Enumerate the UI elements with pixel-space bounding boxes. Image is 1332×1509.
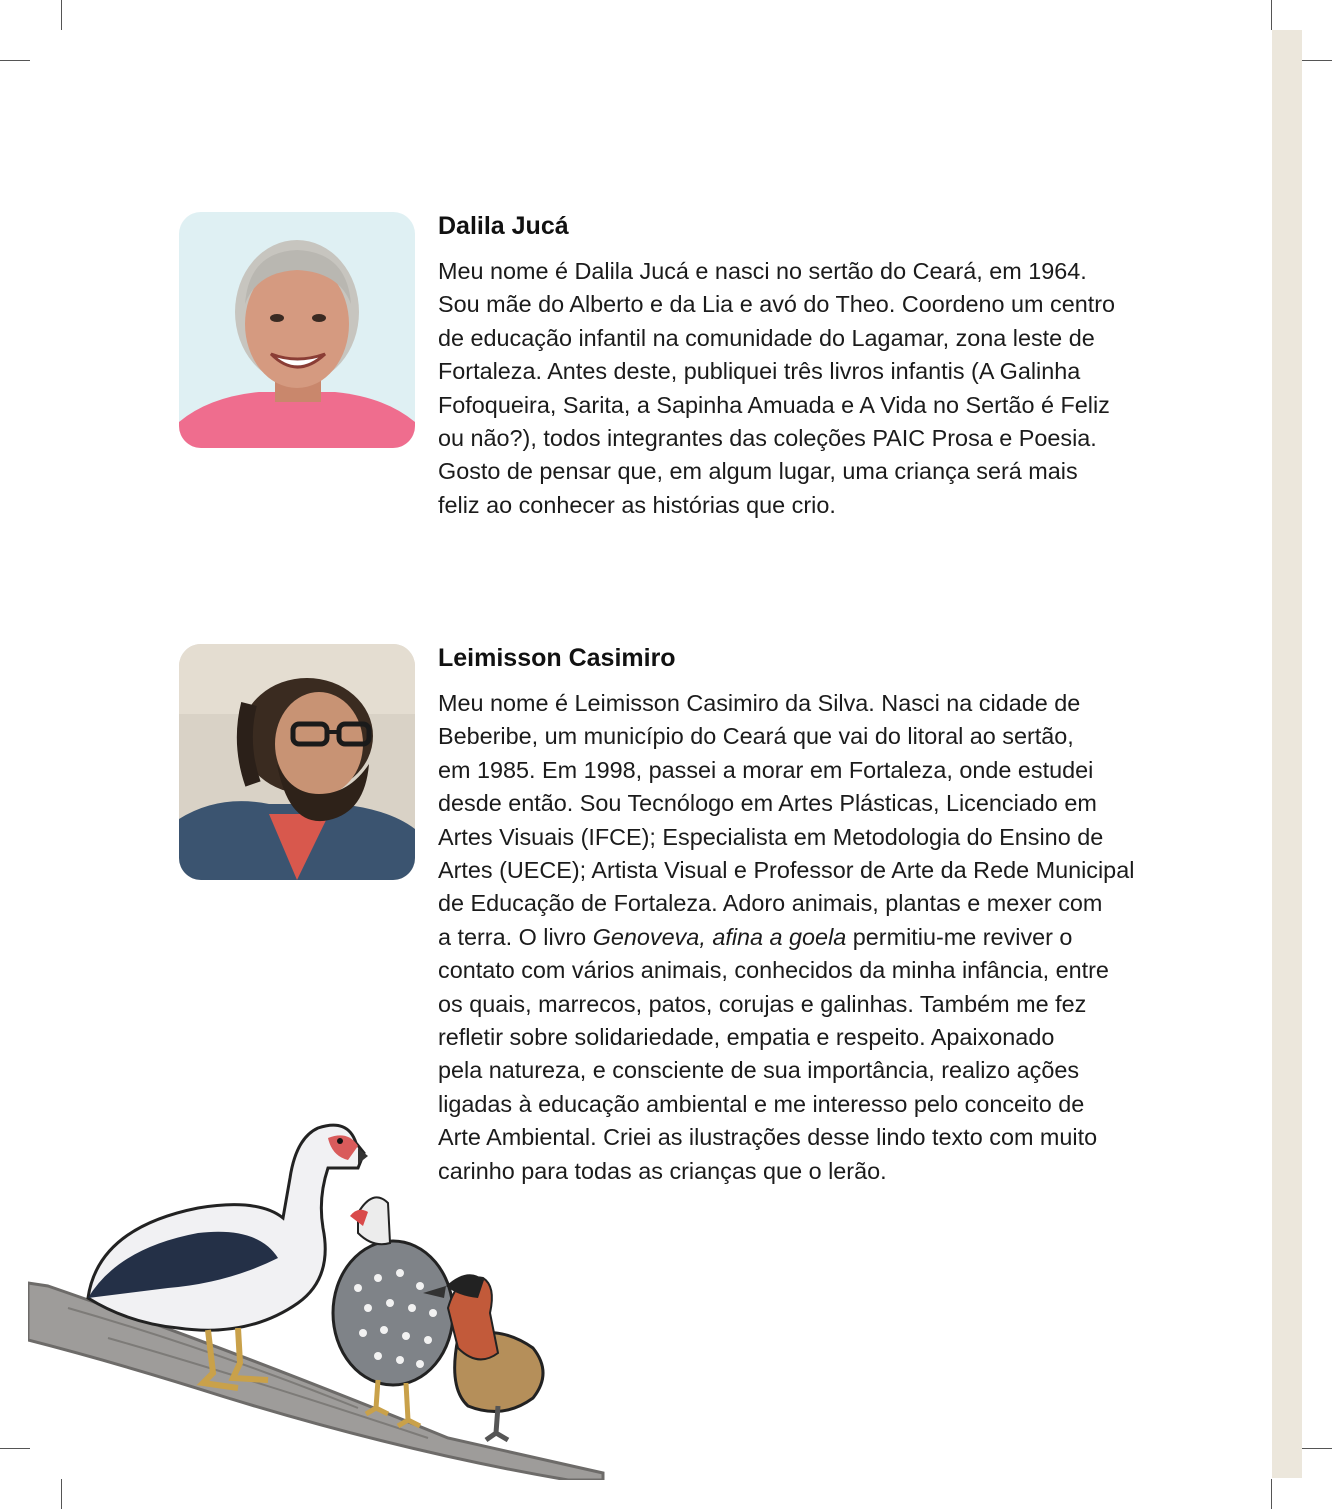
bio-line: pela natureza, e consciente de sua importância, realizo ações (438, 1057, 1080, 1084)
crop-mark (1271, 0, 1272, 30)
bio-line: Fortaleza. Antes deste, publiquei três livros infantis (A Galinha (438, 358, 1081, 385)
bio-line: Fofoqueira, Sarita, a Sapinha Amuada e A Vida no Sertão é Feliz (438, 391, 1110, 418)
bio-text: permitiu-me reviver o (846, 923, 1073, 950)
bio-line: Arte Ambiental. Criei as ilustrações desse lindo texto com muito (438, 1124, 1098, 1151)
book-title: Genoveva, afina a goela (592, 923, 847, 950)
author-bio-dalila (438, 211, 1198, 522)
crop-mark (61, 1479, 62, 1509)
bio-line: desde então. Sou Tecnólogo em Artes Plásticas, Licenciado em (438, 790, 1097, 817)
crop-mark (1302, 60, 1332, 61)
bio-line: Artes (UECE); Artista Visual e Professor de Arte da Rede Municipal (438, 857, 1135, 884)
bio-line: carinho para todas as crianças que o lerão. (438, 1157, 887, 1184)
bio-line: em 1985. Em 1998, passei a morar em Fortaleza, onde estudei (438, 756, 1094, 783)
author-name: Dalila Jucá (438, 212, 569, 240)
birds-on-branch-illustration-icon (28, 1108, 608, 1480)
bio-line: os quais, marrecos, patos, corujas e galinhas. Também me fez (438, 990, 1087, 1017)
bio-line: ou não?), todos integrantes das coleções PAIC Prosa e Poesia. (438, 425, 1097, 452)
birds-illustration (28, 1108, 608, 1480)
portrait-photo-icon (179, 212, 415, 448)
page-spine (1272, 30, 1302, 1478)
bio-line: ligadas à educação ambiental e me interesso pelo conceito de (438, 1090, 1085, 1117)
bio-line-book (438, 921, 1198, 954)
bio-line: Meu nome é Leimisson Casimiro da Silva. Nasci na cidade de (438, 690, 1081, 716)
crop-mark (61, 0, 62, 30)
author-name: Leimisson Casimiro (438, 644, 676, 672)
crop-mark (1271, 1479, 1272, 1509)
bio-line: refletir sobre solidariedade, empatia e respeito. Apaixonado (438, 1024, 1055, 1051)
crop-mark (1302, 1448, 1332, 1449)
crop-mark (0, 60, 30, 61)
crop-mark (0, 1448, 30, 1449)
bio-line: contato com vários animais, conhecidos da minha infância, entre (438, 957, 1109, 984)
portrait-photo-icon (179, 644, 415, 880)
bio-line: Sou mãe do Alberto e da Lia e avó do Theo. Coordeno um centro (438, 291, 1116, 318)
bio-line: de educação infantil na comunidade do Lagamar, zona leste de (438, 324, 1095, 351)
author-bio-leimisson (438, 643, 1198, 1188)
bio-line: Artes Visuais (IFCE); Especialista em Metodologia do Ensino de (438, 823, 1104, 850)
author-photo-dalila (179, 212, 415, 448)
bio-line: de Educação de Fortaleza. Adoro animais, plantas e mexer com (438, 890, 1103, 917)
bio-line: Beberibe, um município do Ceará que vai do litoral ao sertão, (438, 723, 1074, 750)
author-photo-leimisson (179, 644, 415, 880)
bio-line: feliz ao conhecer as histórias que crio. (438, 491, 836, 518)
bio-line: Gosto de pensar que, em algum lugar, uma criança será mais (438, 458, 1078, 485)
bio-line: Meu nome é Dalila Jucá e nasci no sertão do Ceará, em 1964. (438, 258, 1087, 284)
bio-text: a terra. O livro (438, 923, 593, 950)
